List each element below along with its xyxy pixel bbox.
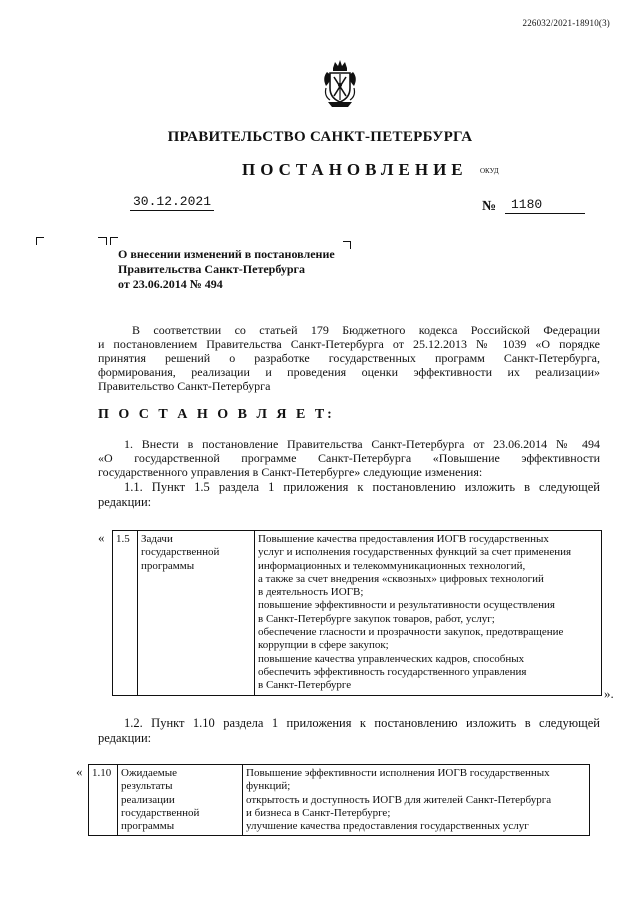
- document-type: ПОСТАНОВЛЕНИЕ: [242, 160, 468, 179]
- preamble-paragraph: [98, 323, 600, 393]
- item-1-2-line: редакции:: [98, 731, 152, 745]
- number-label: №: [482, 199, 497, 214]
- document-subject: [118, 247, 335, 292]
- corner-mark: [36, 237, 44, 245]
- document-number: 1180: [505, 197, 585, 214]
- item-1-2-line: 1.2. Пункт 1.10 раздела 1 приложения к постановлению изложить в следующей: [124, 716, 600, 730]
- item-1-line: государственного управления в Санкт-Петербурге» следующие изменения:: [98, 465, 483, 479]
- government-name: ПРАВИТЕЛЬСТВО САНКТ-ПЕТЕРБУРГА: [167, 129, 473, 145]
- registration-number: 226032/2021-18910(3): [522, 18, 610, 28]
- subject-line: от 23.06.2014 № 494: [118, 277, 223, 291]
- table-row: [89, 765, 590, 836]
- quote-close: ».: [604, 686, 614, 701]
- corner-mark: [98, 237, 107, 245]
- table-cell-number: 1.10: [89, 765, 118, 836]
- table-cell-name: Задачи государственной программы: [138, 531, 255, 696]
- table-item-1-10: [88, 764, 590, 836]
- item-1-paragraph: [98, 437, 600, 479]
- preamble-line: Правительство Санкт-Петербурга: [98, 379, 271, 393]
- corner-mark: [343, 241, 351, 249]
- item-1-1-paragraph: [98, 480, 600, 510]
- okud-label: ОКУД: [480, 167, 499, 175]
- subject-line: Правительства Санкт-Петербурга: [118, 262, 306, 276]
- table-item-1-5: [112, 530, 602, 696]
- subject-line: О внесении изменений в постановление: [118, 247, 335, 261]
- table-cell-number: 1.5: [113, 531, 138, 696]
- table-row: [113, 531, 602, 696]
- item-1-line: 1. Внести в постановление Правительства Санкт-Петербурга от 23.06.2014 № 494: [124, 437, 600, 451]
- preamble-line: формирования, реализации и проведения оценки эффективности их реализации»: [98, 365, 600, 379]
- item-1-1-line: 1.1. Пункт 1.5 раздела 1 приложения к постановлению изложить в следующей: [124, 480, 600, 494]
- quote-open: «: [76, 764, 83, 779]
- quote-open: «: [98, 530, 105, 545]
- item-1-line: «О государственной программе Санкт-Петербурга «Повышение эффективности: [98, 451, 600, 465]
- table-cell-content: Повышение эффективности исполнения ИОГВ государственных функций; открытость и доступность ИОГВ для жителей Санкт-Петербурга и бизнеса в Санкт-Петербурге; улучшение качества предоставления государственных услуг: [243, 765, 590, 836]
- preamble-line: В соответствии со статьей 179 Бюджетного кодекса Российской Федерации: [132, 323, 600, 337]
- item-1-1-line: редакции:: [98, 495, 152, 509]
- table-cell-name: Ожидаемые результаты реализации государственной программы: [118, 765, 243, 836]
- corner-mark: [110, 237, 118, 245]
- coat-of-arms-icon: [318, 58, 362, 110]
- item-1-2-paragraph: [98, 716, 600, 746]
- table-cell-content: Повышение качества предоставления ИОГВ государственных услуг и исполнения государственных функций за счет применения информационных и телекоммуникационных технологий, а также за счет внедрения «сквозных» цифровых технологий в деятельность ИОГВ; повышение эффективности и результативности осуществления в Санкт-Петербурге закупок товаров, работ, услуг; обеспечение гласности и прозрачности закупок, предотвращение коррупции в сфере закупок; повышение качества управленческих кадров, способных обеспечить эффективность государственного управления в Санкт-Петербурге: [255, 531, 602, 696]
- preamble-line: и постановлением Правительства Санкт-Петербурга от 25.12.2013 № 1039 «О порядке: [98, 337, 600, 351]
- resolves-heading: П О С Т А Н О В Л Я Е Т:: [98, 407, 335, 422]
- preamble-line: принятия решений о разработке государственных программ Санкт-Петербурга,: [98, 351, 600, 365]
- document-date: 30.12.2021: [130, 194, 214, 211]
